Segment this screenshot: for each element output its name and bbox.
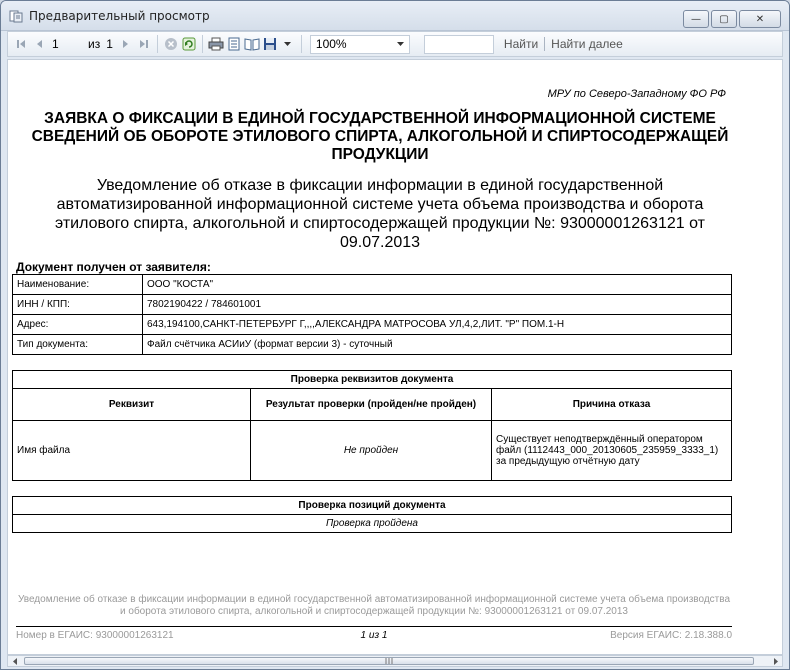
refresh-icon [182, 37, 196, 51]
page-setup-button[interactable] [243, 34, 261, 54]
floppy-disk-icon [263, 37, 277, 51]
window-controls [683, 10, 781, 28]
minimize-button[interactable] [683, 10, 709, 28]
printer-icon [208, 37, 224, 51]
next-page-icon [120, 38, 132, 50]
column-header: Реквизит [13, 389, 251, 421]
app-icon [9, 9, 23, 23]
save-export-button[interactable] [261, 34, 279, 54]
table-row [13, 515, 732, 533]
toolbar [7, 31, 783, 57]
title-bar[interactable] [1, 1, 789, 31]
column-header: Результат проверки (пройден/не пройден) [251, 389, 492, 421]
info-label: ИНН / КПП: [13, 295, 143, 315]
info-label: Тип документа: [13, 335, 143, 355]
close-icon: ✕ [755, 13, 765, 25]
print-button[interactable] [207, 34, 225, 54]
info-value: 643,194100,САНКТ-ПЕТЕРБУРГ Г,,,,АЛЕКСАНДРА МАТРОСОВА УЛ,4,2,ЛИТ. "Р" ПОМ.1-Н [143, 315, 732, 335]
scroll-left-arrow[interactable] [8, 656, 22, 666]
first-page-button[interactable] [12, 34, 30, 54]
reason-cell: Существует неподтверждённый оператором файл (1112443_000_20130605_235959_3333_1) за предыдущую отчётную дату [492, 421, 732, 481]
report-subtitle: Уведомление об отказе в фиксации информации в единой государственной автоматизированной информационной системе учета объема производства и оборота этилового спирта, алкогольной и спиртосодержащей продукции №: 93000001263121 от 09.07.2013 [55, 177, 705, 251]
zoom-select[interactable] [310, 35, 410, 54]
footer-page-number: 1 из 1 [360, 630, 388, 641]
toolbar-separator [202, 35, 203, 53]
positions-check-table [12, 496, 732, 533]
scroll-thumb[interactable] [24, 657, 754, 665]
first-page-icon [15, 38, 27, 50]
table-header-row [13, 389, 732, 421]
table-row [13, 335, 732, 355]
toolbar-separator [301, 35, 302, 53]
table-row [13, 315, 732, 335]
chevron-left-icon [13, 658, 18, 665]
column-header: Причина отказа [492, 389, 732, 421]
received-from-heading: Документ получен от заявителя: [16, 260, 211, 274]
info-value: 7802190422 / 784601001 [143, 295, 732, 315]
footer-divider [16, 626, 732, 627]
stop-button[interactable] [162, 34, 180, 54]
table-title-row [13, 497, 732, 515]
info-label: Адрес: [13, 315, 143, 335]
positions-check-result: Проверка пройдена [13, 515, 732, 533]
chevron-down-icon [284, 41, 291, 47]
horizontal-scrollbar[interactable] [7, 655, 783, 667]
report-page [10, 62, 750, 642]
total-pages: 1 [106, 37, 113, 51]
positions-check-title: Проверка позиций документа [13, 497, 732, 515]
last-page-button[interactable] [135, 34, 153, 54]
last-page-icon [138, 38, 150, 50]
footer-egais-version: Версия ЕГАИС: 2.18.388.0 [610, 630, 732, 641]
info-value: ООО "КОСТА" [143, 275, 732, 295]
next-page-button[interactable] [117, 34, 135, 54]
page-number-input[interactable] [48, 35, 86, 53]
requisites-check-table [12, 370, 732, 481]
requisite-cell: Имя файла [13, 421, 251, 481]
result-cell: Не пройден [251, 421, 492, 481]
requisites-check-title: Проверка реквизитов документа [13, 371, 732, 389]
find-button[interactable]: Найти [503, 37, 539, 51]
refresh-button[interactable] [180, 34, 198, 54]
find-text-input[interactable] [424, 35, 494, 54]
footer-note: Уведомление об отказе в фиксации информации в единой государственной автоматизированной информационной системе учета объема производства и оборота этилового спирта, алкогольной и спиртосодержащей продукции №: 93000001263121 от 09.07.2013 [17, 594, 731, 617]
table-row [13, 295, 732, 315]
export-dropdown-arrow[interactable] [279, 34, 297, 54]
stop-icon [164, 37, 178, 51]
applicant-info-table [12, 274, 732, 355]
ministry-label: МРУ по Северо-Западному ФО РФ [547, 88, 726, 100]
prev-page-icon [33, 38, 45, 50]
chevron-right-icon [773, 658, 778, 665]
scroll-right-arrow[interactable] [768, 656, 782, 666]
table-row [13, 275, 732, 295]
close-button[interactable] [739, 10, 781, 28]
zoom-value: 100% [315, 37, 347, 51]
minimize-icon: — [691, 13, 701, 25]
toolbar-separator [157, 35, 158, 53]
info-label: Наименование: [13, 275, 143, 295]
page-layout-icon [227, 37, 241, 51]
prev-page-button[interactable] [30, 34, 48, 54]
report-viewport[interactable] [7, 59, 783, 655]
footer-egais-number: Номер в ЕГАИС: 93000001263121 [16, 630, 174, 641]
info-value: Файл счётчика АСИиУ (формат версии 3) - суточный [143, 335, 732, 355]
print-layout-button[interactable] [225, 34, 243, 54]
maximize-icon: ▢ [719, 13, 729, 25]
grip-icon [385, 658, 393, 664]
table-title-row [13, 371, 732, 389]
find-separator [544, 37, 545, 51]
of-label: из [88, 37, 101, 51]
chevron-down-icon [397, 41, 404, 47]
report-title: ЗАЯВКА О ФИКСАЦИИ В ЕДИНОЙ ГОСУДАРСТВЕННОЙ ИНФОРМАЦИОННОЙ СИСТЕМЕ СВЕДЕНИЙ ОБ ОБОРОТЕ ЭТИЛОВОГО СПИРТА, АЛКОГОЛЬНОЙ И СПИРТОСОДЕРЖАЩЕЙ ПРОДУКЦИИ [31, 110, 729, 163]
maximize-button[interactable] [711, 10, 737, 28]
find-next-button[interactable]: Найти далее [551, 37, 623, 51]
window-title: Предварительный просмотр [29, 8, 210, 23]
table-row [13, 421, 732, 481]
open-book-icon [244, 37, 260, 51]
